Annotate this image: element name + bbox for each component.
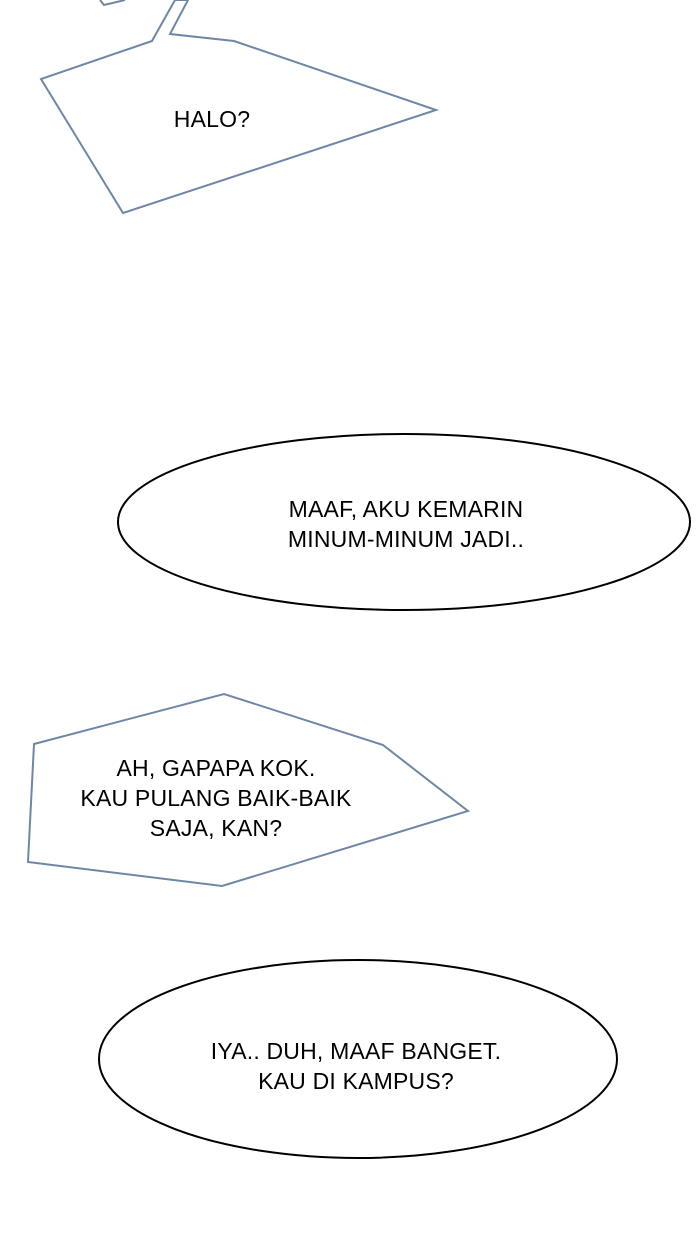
bubble-iya-text [176,1036,536,1096]
bubble-line: SAJA, KAN? [149,815,283,841]
bubble-line: HALO? [173,106,251,132]
bubble-halo-text [112,104,312,134]
cut-off-bubble-outline [100,0,125,5]
bubble-line: IYA.. DUH, MAAF BANGET. [210,1038,502,1064]
bubble-line: AH, GAPAPA KOK. [116,755,316,781]
bubble-line: KAU PULANG BAIK-BAIK [80,785,352,811]
bubble-line: MINUM-MINUM JADI.. [287,526,525,552]
bubble-gapapa-text [36,753,396,843]
bubble-line: KAU DI KAMPUS? [258,1068,454,1094]
bubble-line: MAAF, AKU KEMARIN [288,496,524,522]
bubble-maaf-text [246,494,566,554]
